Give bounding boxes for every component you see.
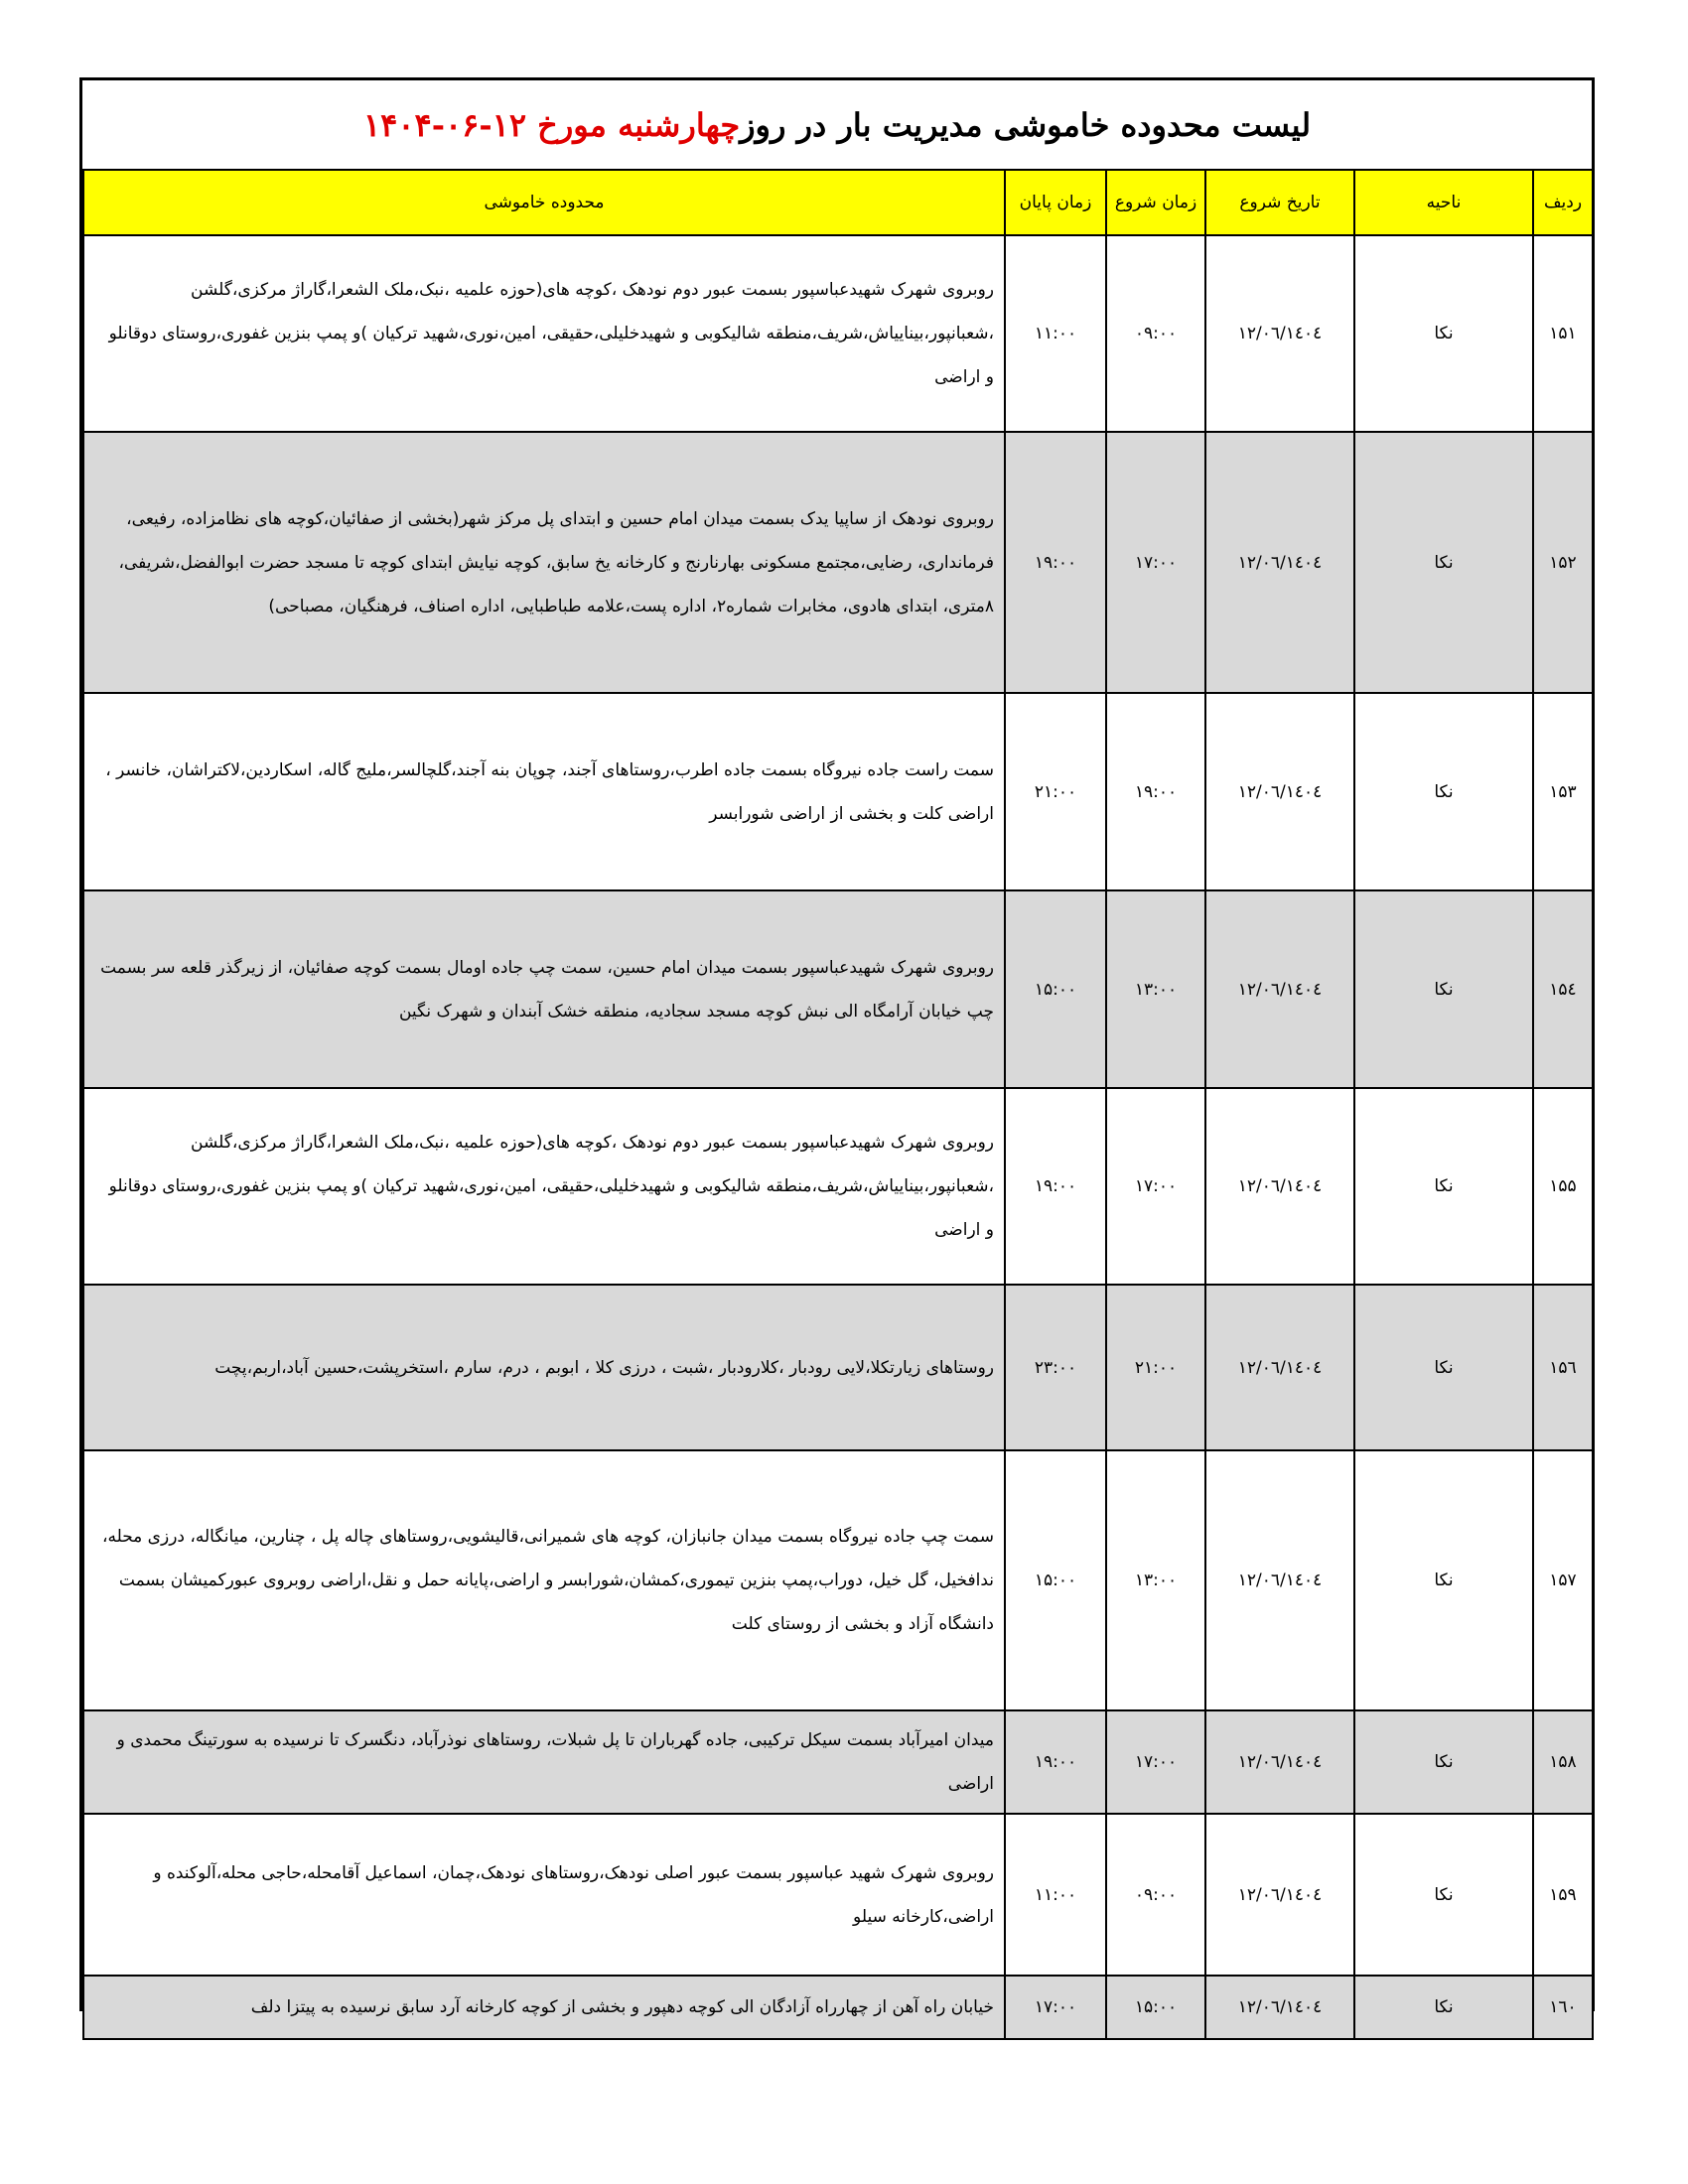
cell-date: ۱٤۰٤/۰٦/۱۲ [1205, 1088, 1354, 1285]
cell-region: نکا [1354, 235, 1533, 432]
cell-date: ۱٤۰٤/۰٦/۱۲ [1205, 1710, 1354, 1814]
cell-row: ۱٦۰ [1533, 1976, 1593, 2039]
title-date: چهارشنبه مورخ ۱۲-۰۶-۱۴۰۴ [362, 105, 741, 144]
cell-date: ۱٤۰٤/۰٦/۱۲ [1205, 1285, 1354, 1450]
cell-area: روبروی شهرک شهیدعباسپور بسمت عبور دوم نودهک ،کوچه های(حوزه علمیه ،نبک،ملک الشعرا،گاراژ مرکزی،گلشن ،شعبانپور،بیناییاش،شریف،منطقه شالیکوبی و شهیدخلیلی،حقیقی، امین،نوری،شهید ترکیان )و پمپ بنزین غفوری،روستای دوقانلو و اراضی [83, 1088, 1005, 1285]
table-row [83, 1285, 1593, 1450]
cell-start: ۱۷:۰۰ [1106, 432, 1205, 693]
cell-end: ۱۹:۰۰ [1005, 432, 1106, 693]
cell-row: ۱۵۱ [1533, 235, 1593, 432]
cell-row: ۱۵۵ [1533, 1088, 1593, 1285]
cell-start: ۱۳:۰۰ [1106, 890, 1205, 1088]
cell-end: ۱۱:۰۰ [1005, 235, 1106, 432]
cell-end: ۱۵:۰۰ [1005, 890, 1106, 1088]
table-row [83, 1814, 1593, 1976]
cell-area: خیابان راه آهن از چهارراه آزادگان الی کوچه دهپور و بخشی از کوچه کارخانه آرد سابق نرسیده به پیتزا دلف [83, 1976, 1005, 2039]
cell-row: ۱۵۷ [1533, 1450, 1593, 1710]
header-end-time: زمان پایان [1005, 170, 1106, 235]
table-row [83, 432, 1593, 693]
cell-start: ۱۷:۰۰ [1106, 1088, 1205, 1285]
cell-date: ۱٤۰٤/۰٦/۱۲ [1205, 1976, 1354, 2039]
document-frame [79, 77, 1595, 2017]
cell-region: نکا [1354, 1976, 1533, 2039]
cell-area: سمت چپ جاده نیروگاه بسمت میدان جانبازان، کوچه های شمیرانی،قالیشویی،روستاهای چاله پل ، چنارین، میانگاله، درزی محله، ندافخیل، گل خیل، دوراب،پمپ بنزین تیموری،کمشان،شورابسر و اراضی،پایانه حمل و نقل،اراضی روبروی عبورکمیشان بسمت دانشگاه آزاد و بخشی از روستای کلت [83, 1450, 1005, 1710]
cell-start: ۱۹:۰۰ [1106, 693, 1205, 890]
title-prefix: لیست محدوده خاموشی مدیریت بار در روز [740, 105, 1312, 144]
cell-region: نکا [1354, 1814, 1533, 1976]
table-row [83, 1710, 1593, 1814]
cell-region: نکا [1354, 1285, 1533, 1450]
cell-date: ۱٤۰٤/۰٦/۱۲ [1205, 1450, 1354, 1710]
cell-end: ۱۹:۰۰ [1005, 1088, 1106, 1285]
header-row [83, 170, 1593, 235]
header-row-number: ردیف [1533, 170, 1593, 235]
cell-area: روبروی شهرک شهید عباسپور بسمت عبور اصلی نودهک،روستاهای نودهک،چمان، اسماعیل آقامحله،حاجی محله،آلوکنده و اراضی،کارخانه سیلو [83, 1814, 1005, 1976]
cell-region: نکا [1354, 1088, 1533, 1285]
table-row [83, 235, 1593, 432]
cell-start: ۰۹:۰۰ [1106, 1814, 1205, 1976]
cell-start: ۰۹:۰۰ [1106, 235, 1205, 432]
table-row [83, 890, 1593, 1088]
page-title [82, 80, 1592, 171]
cell-row: ۱۵۳ [1533, 693, 1593, 890]
cell-area: روبروی شهرک شهیدعباسپور بسمت عبور دوم نودهک ،کوچه های(حوزه علمیه ،نبک،ملک الشعرا،گاراژ مرکزی،گلشن ،شعبانپور،بیناییاش،شریف،منطقه شالیکوبی و شهیدخلیلی،حقیقی، امین،نوری،شهید ترکیان )و پمپ بنزین غفوری،روستای دوقانلو و اراضی [83, 235, 1005, 432]
table-row [83, 1088, 1593, 1285]
header-start-date: تاریخ شروع [1205, 170, 1354, 235]
header-start-time: زمان شروع [1106, 170, 1205, 235]
cell-end: ۱۱:۰۰ [1005, 1814, 1106, 1976]
cell-date: ۱٤۰٤/۰٦/۱۲ [1205, 235, 1354, 432]
cell-row: ۱۵٦ [1533, 1285, 1593, 1450]
cell-end: ۱۹:۰۰ [1005, 1710, 1106, 1814]
cell-area: سمت راست جاده نیروگاه بسمت جاده اطرب،روستاهای آجند، چوپان بنه آجند،گلچالسر،ملیج گاله، اسکاردین،لاکتراشان، خانسر ، اراضی کلت و بخشی از اراضی شورابسر [83, 693, 1005, 890]
header-blackout-area: محدوده خاموشی [83, 170, 1005, 235]
cell-area: روستاهای زیارتکلا،لایی رودبار ،کلارودبار ،شبت ، درزی کلا ، ابوبم ، درم، سارم ،استخرپشت،حسین آباد،اربم،پچت [83, 1285, 1005, 1450]
cell-region: نکا [1354, 693, 1533, 890]
table-row [83, 1976, 1593, 2039]
cell-area: روبروی شهرک شهیدعباسپور بسمت میدان امام حسین، سمت چپ جاده اومال بسمت کوچه صفائیان، از زیرگذر قلعه سر بسمت چپ خیابان آرامگاه الی نبش کوچه مسجد سجادیه، منطقه خشک آبندان و شهرک نگین [83, 890, 1005, 1088]
cell-area: روبروی نودهک از ساپیا یدک بسمت میدان امام حسین و ابتدای پل مرکز شهر(بخشی از صفائیان،کوچه های نظامزاده، رفیعی، فرمانداری، رضایی،مجتمع مسکونی بهارنارنج و کارخانه یخ سابق، کوچه نیایش ابتدای کوچه تا مسجد حضرت ابوالفضل،شریفی، ۸متری، ابتدای هادوی، مخابرات شماره۲، اداره پست،علامه طباطبایی، اداره اصناف، فرهنگیان، مصباحی) [83, 432, 1005, 693]
cell-region: نکا [1354, 1710, 1533, 1814]
header-region: ناحیه [1354, 170, 1533, 235]
cell-area: میدان امیرآباد بسمت سیکل ترکیبی، جاده گهرباران تا پل شبلات، روستاهای نوذرآباد، دنگسرک تا نرسیده به سورتینگ محمدی و اراضی [83, 1710, 1005, 1814]
table-row [83, 1450, 1593, 1710]
cell-row: ۱۵۸ [1533, 1710, 1593, 1814]
cell-end: ۲۱:۰۰ [1005, 693, 1106, 890]
cell-start: ۱۳:۰۰ [1106, 1450, 1205, 1710]
cell-date: ۱٤۰٤/۰٦/۱۲ [1205, 890, 1354, 1088]
cell-start: ۲۱:۰۰ [1106, 1285, 1205, 1450]
cell-region: نکا [1354, 432, 1533, 693]
cell-row: ۱۵۹ [1533, 1814, 1593, 1976]
blackout-table [82, 169, 1594, 2040]
table-row [83, 693, 1593, 890]
cell-date: ۱٤۰٤/۰٦/۱۲ [1205, 432, 1354, 693]
cell-end: ۲۳:۰۰ [1005, 1285, 1106, 1450]
cell-region: نکا [1354, 1450, 1533, 1710]
cell-end: ۱۵:۰۰ [1005, 1450, 1106, 1710]
cell-date: ۱٤۰٤/۰٦/۱۲ [1205, 1814, 1354, 1976]
cell-row: ۱۵٤ [1533, 890, 1593, 1088]
cell-region: نکا [1354, 890, 1533, 1088]
cell-start: ۱۷:۰۰ [1106, 1710, 1205, 1814]
cell-start: ۱۵:۰۰ [1106, 1976, 1205, 2039]
cell-end: ۱۷:۰۰ [1005, 1976, 1106, 2039]
cell-date: ۱٤۰٤/۰٦/۱۲ [1205, 693, 1354, 890]
cell-row: ۱۵۲ [1533, 432, 1593, 693]
